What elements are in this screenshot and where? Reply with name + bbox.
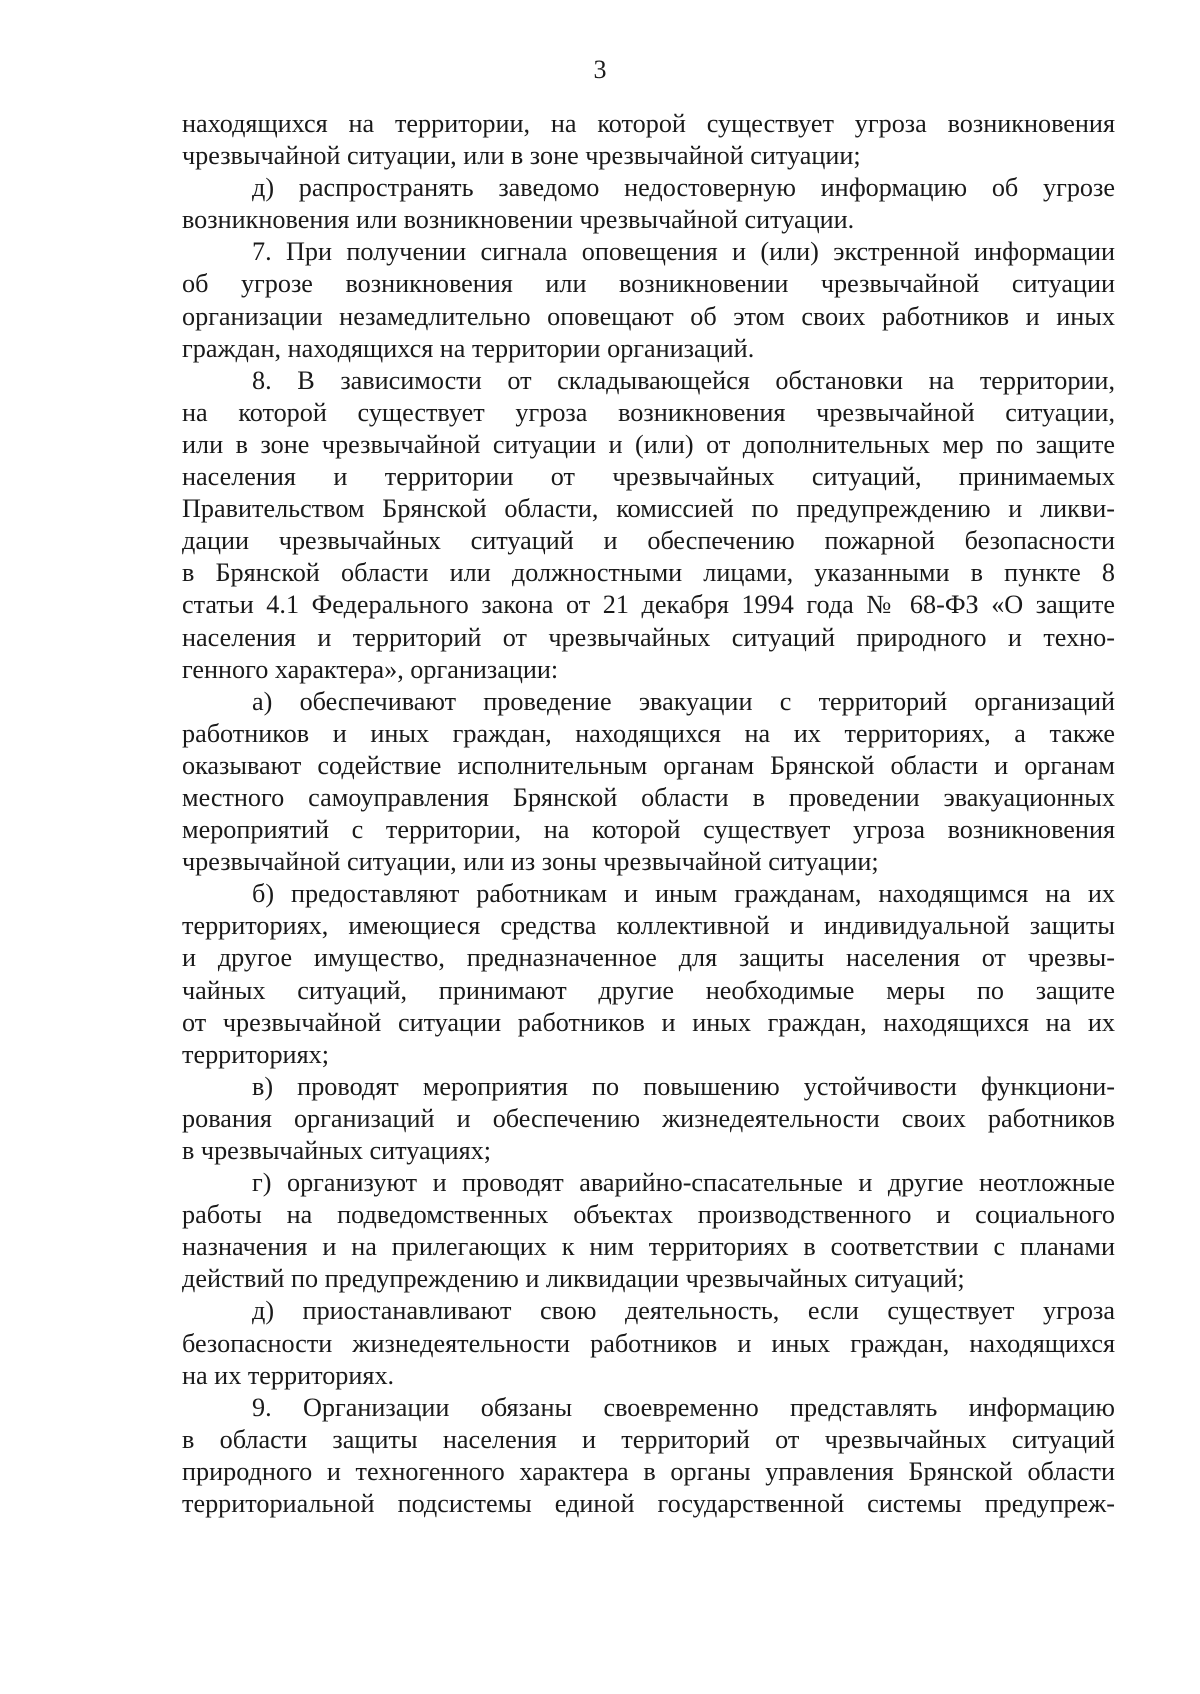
- text-line: Правительством Брянской области, комиссией по предупреждению и ликви-: [182, 494, 1115, 524]
- text-line: 7. При получении сигнала оповещения и (или) экстренной информации: [252, 237, 1115, 267]
- paragraph: [182, 1167, 1115, 1295]
- text-line: местного самоуправления Брянской области в проведении эвакуационных: [182, 782, 1115, 812]
- paragraph: [182, 108, 1115, 172]
- document-body: [182, 108, 1115, 1520]
- text-line: 9. Организации обязаны своевременно представлять информацию: [252, 1392, 1115, 1422]
- text-line: и другое имущество, предназначенное для защиты населения от чрезвы-: [182, 943, 1115, 973]
- text-line: рования организаций и обеспечению жизнедеятельности своих работников: [182, 1103, 1115, 1133]
- paragraph: [182, 1392, 1115, 1520]
- text-line: на их территориях.: [182, 1360, 395, 1390]
- paragraph: [182, 686, 1115, 879]
- paragraph: [182, 236, 1115, 364]
- text-line: территориях;: [182, 1039, 329, 1069]
- text-line: от чрезвычайной ситуации работников и иных граждан, находящихся на их: [182, 1007, 1115, 1037]
- text-line: об угрозе возникновения или возникновении чрезвычайной ситуации: [182, 269, 1115, 299]
- text-line: чрезвычайной ситуации, или из зоны чрезвычайной ситуации;: [182, 847, 879, 877]
- page-number: 3: [593, 55, 607, 84]
- text-line: возникновения или возникновении чрезвычайной ситуации.: [182, 205, 855, 235]
- text-line: населения и территорий от чрезвычайных ситуаций природного и техно-: [182, 622, 1115, 652]
- text-line: г) организуют и проводят аварийно-спасательные и другие неотложные: [252, 1168, 1115, 1198]
- text-line: безопасности жизнедеятельности работников и иных граждан, находящихся: [182, 1328, 1115, 1358]
- text-line: территориальной подсистемы единой государственной системы предупреж-: [182, 1489, 1115, 1519]
- text-line: действий по предупреждению и ликвидации чрезвычайных ситуаций;: [182, 1264, 965, 1294]
- text-line: территориях, имеющиеся средства коллективной и индивидуальной защиты: [182, 911, 1115, 941]
- text-line: чайных ситуаций, принимают другие необходимые меры по защите: [182, 975, 1115, 1005]
- text-line: а) обеспечивают проведение эвакуации с территорий организаций: [252, 686, 1115, 716]
- text-line: д) распространять заведомо недостоверную информацию об угрозе: [252, 173, 1115, 203]
- paragraph: [182, 1071, 1115, 1167]
- text-line: организации незамедлительно оповещают об этом своих работников и иных: [182, 301, 1115, 331]
- text-line: работы на подведомственных объектах производственного и социального: [182, 1200, 1115, 1230]
- text-line: в области защиты населения и территорий от чрезвычайных ситуаций: [182, 1424, 1115, 1454]
- text-line: граждан, находящихся на территории организаций.: [182, 333, 755, 363]
- text-line: статьи 4.1 Федерального закона от 21 декабря 1994 года № 68-ФЗ «О защите: [182, 590, 1115, 620]
- text-line: находящихся на территории, на которой существует угроза возникновения: [182, 109, 1115, 138]
- text-line: в) проводят мероприятия по повышению устойчивости функциони-: [252, 1071, 1115, 1101]
- text-line: природного и техногенного характера в органы управления Брянской области: [182, 1456, 1115, 1486]
- text-line: назначения и на прилегающих к ним территориях в соответствии с планами: [182, 1232, 1115, 1262]
- text-line: генного характера», организации:: [182, 654, 559, 684]
- text-line: или в зоне чрезвычайной ситуации и (или) от дополнительных мер по защите: [182, 429, 1115, 459]
- text-line: населения и территории от чрезвычайных ситуаций, принимаемых: [182, 462, 1115, 492]
- text-line: на которой существует угроза возникновения чрезвычайной ситуации,: [182, 397, 1115, 427]
- paragraph: [182, 1295, 1115, 1391]
- text-line: чрезвычайной ситуации, или в зоне чрезвычайной ситуации;: [182, 141, 861, 171]
- text-line: мероприятий с территории, на которой существует угроза возникновения: [182, 815, 1115, 845]
- text-line: дации чрезвычайных ситуаций и обеспечению пожарной безопасности: [182, 526, 1115, 556]
- text-line: в Брянской области или должностными лицами, указанными в пункте 8: [182, 558, 1115, 588]
- paragraph: [182, 878, 1115, 1071]
- paragraph: [182, 172, 1115, 236]
- paragraph: [182, 365, 1115, 686]
- text-line: б) предоставляют работникам и иным гражданам, находящимся на их: [252, 879, 1115, 909]
- text-line: в чрезвычайных ситуациях;: [182, 1136, 492, 1165]
- text-line: работников и иных граждан, находящихся на их территориях, а также: [182, 718, 1115, 748]
- text-line: 8. В зависимости от складывающейся обстановки на территории,: [252, 365, 1115, 395]
- text-line: д) приостанавливают свою деятельность, если существует угроза: [252, 1296, 1115, 1326]
- text-line: оказывают содействие исполнительным органам Брянской области и органам: [182, 750, 1115, 780]
